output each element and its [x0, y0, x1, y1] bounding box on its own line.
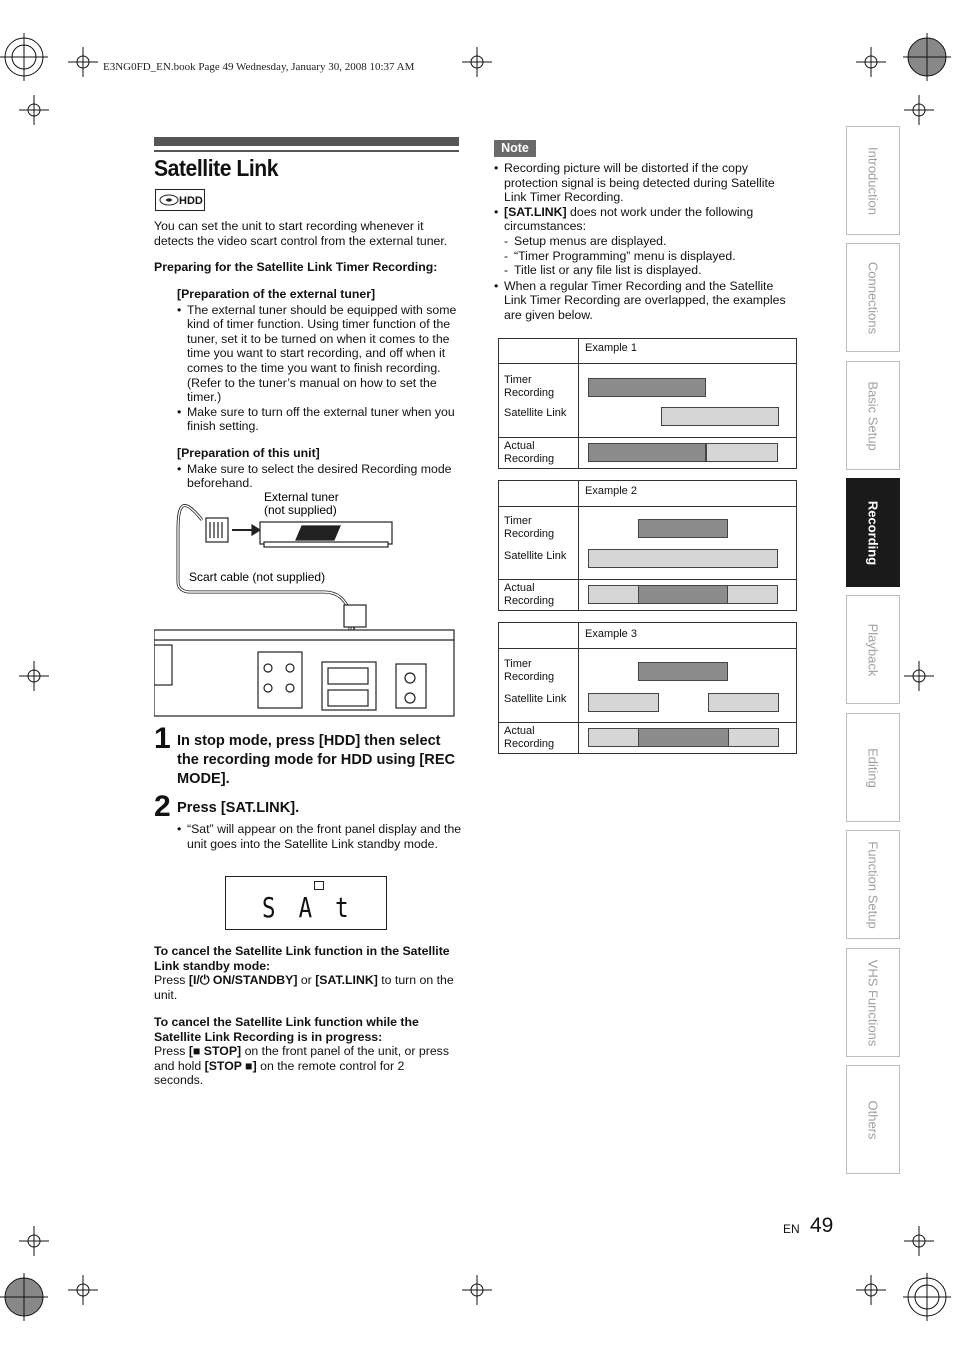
- example-2-table: [498, 480, 797, 611]
- title-rule-thin: [154, 150, 459, 152]
- preparing-heading: Preparing for the Satellite Link Timer Recording:: [154, 260, 438, 274]
- hdd-badge-label: HDD: [179, 195, 203, 207]
- lcd-text: S A t: [262, 891, 354, 924]
- tab-introduction[interactable]: Introduction: [846, 126, 900, 235]
- example-1-table: [498, 338, 797, 469]
- sat-label: Satellite Link: [504, 550, 567, 562]
- actual-label: Actual Recording: [499, 723, 579, 754]
- print-header: E3NG0FD_EN.book Page 49 Wednesday, January 30, 2008 10:37 AM: [103, 61, 415, 73]
- note-section: [494, 161, 799, 323]
- note-badge: Note: [494, 140, 536, 157]
- cancel-standby-text: Press [I/⏻ ON/STANDBY] or [SAT.LINK] to turn on the unit.: [154, 973, 454, 1002]
- tab-editing[interactable]: Editing: [846, 713, 900, 822]
- hdd-badge: [155, 189, 205, 211]
- tab-connections[interactable]: Connections: [846, 243, 900, 352]
- actual-label: Actual Recording: [499, 580, 579, 611]
- prep-unit-heading: [Preparation of this unit]: [177, 445, 320, 460]
- step-1-number: 1: [154, 722, 171, 755]
- cancel-standby-heading: To cancel the Satellite Link function in the Satellite Link standby mode:: [154, 944, 450, 973]
- list-item: • [SAT.LINK] does not work under the following circumstances:: [494, 205, 799, 234]
- sat-label: Satellite Link: [504, 693, 567, 705]
- prep-external-section: [177, 287, 459, 491]
- list-item: • Make sure to select the desired Recording mode beforehand.: [177, 462, 459, 491]
- tab-others[interactable]: Others: [846, 1065, 900, 1174]
- cancel-recording-section: [154, 1015, 454, 1088]
- example-title: Example 3: [579, 623, 797, 649]
- prep-external-heading: [Preparation of the external tuner]: [177, 287, 376, 301]
- intro-text: You can set the unit to start recording whenever it detects the video scart control from the external tuner.: [154, 219, 448, 248]
- list-item: - Setup menus are displayed.: [504, 234, 799, 249]
- cancel-recording-heading: To cancel the Satellite Link function while the Satellite Link Recording is in progress:: [154, 1015, 419, 1044]
- tab-playback[interactable]: Playback: [846, 595, 900, 704]
- step-1-text: In stop mode, press [HDD] then select the recording mode for HDD using [REC MODE].: [177, 733, 456, 787]
- step-2-text: Press [SAT.LINK].: [177, 800, 300, 816]
- title-rule: [154, 137, 459, 146]
- page-language: EN: [783, 1222, 800, 1236]
- step-2-bullet: • “Sat” will appear on the front panel display and the unit goes into the Satellite Link standby mode.: [177, 822, 463, 851]
- front-panel-display: [225, 876, 387, 930]
- tab-recording[interactable]: Recording: [846, 478, 900, 587]
- timer-label: Timer Recording: [504, 658, 555, 683]
- clock-icon: [314, 881, 324, 890]
- list-item: - “Timer Programming” menu is displayed.: [504, 249, 799, 264]
- timer-label: Timer Recording: [504, 515, 555, 540]
- list-item: • When a regular Timer Recording and the Satellite Link Timer Recording are overlapped, the examples are given below.: [494, 279, 799, 323]
- tab-function-setup[interactable]: Function Setup: [846, 830, 900, 939]
- timer-label: Timer Recording: [504, 374, 555, 399]
- disk-icon: [159, 193, 179, 207]
- list-item: - Title list or any file list is displayed.: [504, 263, 799, 278]
- step-2-number: 2: [154, 790, 171, 823]
- example-title: Example 2: [579, 481, 797, 507]
- actual-label: Actual Recording: [499, 438, 579, 469]
- cancel-standby-section: [154, 944, 454, 1002]
- list-item: • Recording picture will be distorted if the copy protection signal is being detected during Satellite Link Timer Recording.: [494, 161, 799, 205]
- list-item: • The external tuner should be equipped with some kind of timer function. Using timer function of the tuner, set it to be turned on when it comes to the time you want to start recording, and off when it comes to the time you want to finish recording. (Refer to the tuner’s manual on how to set the timer.): [177, 303, 459, 405]
- page-number: 49: [810, 1214, 834, 1237]
- example-3-table: [498, 622, 797, 754]
- tuner-label-2: (not supplied): [264, 503, 337, 517]
- list-item: • Make sure to turn off the external tuner when you finish setting.: [177, 405, 459, 434]
- page-title: Satellite Link: [154, 155, 279, 181]
- tab-basic-setup[interactable]: Basic Setup: [846, 361, 900, 470]
- tab-vhs-functions[interactable]: VHS Functions: [846, 948, 900, 1057]
- sat-label: Satellite Link: [504, 407, 567, 419]
- cancel-recording-text: Press [■ STOP] on the front panel of the unit, or press and hold [STOP ■] on the remote control for 2 seconds.: [154, 1044, 449, 1088]
- tuner-label-1: External tuner: [264, 490, 339, 504]
- cable-label: Scart cable (not supplied): [189, 570, 326, 584]
- connection-diagram: [154, 490, 456, 720]
- example-title: Example 1: [579, 339, 797, 364]
